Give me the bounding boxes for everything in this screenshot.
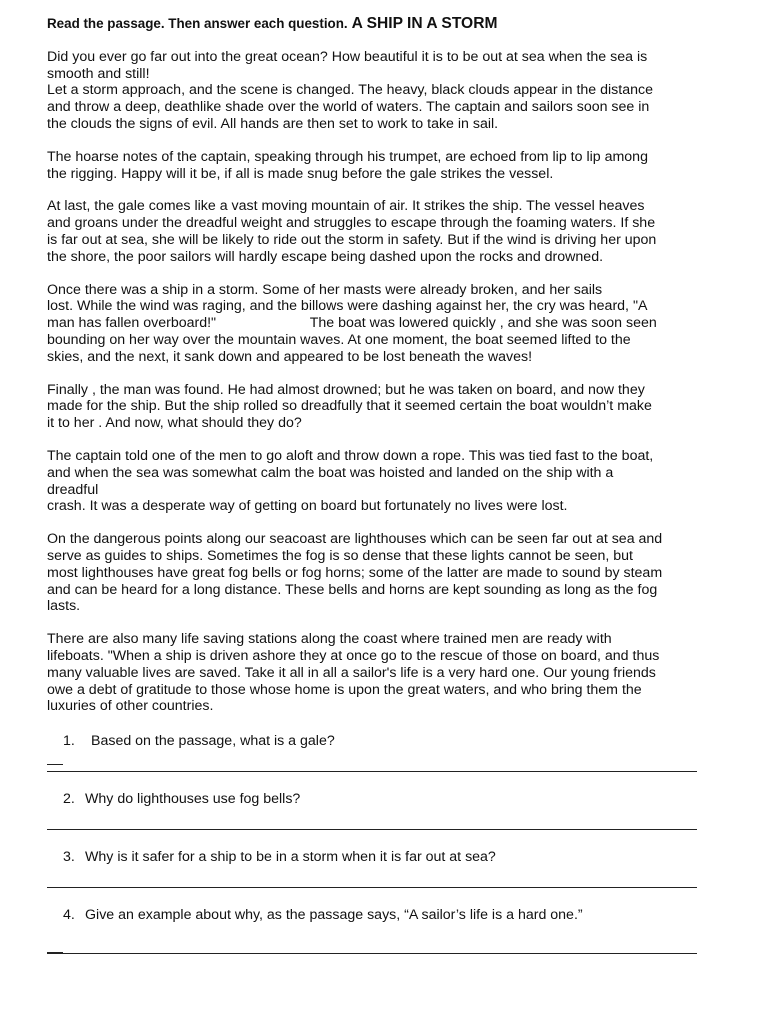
paragraph-line: Let a storm approach, and the scene is changed. The heavy, black clouds appear in the distance — [47, 82, 653, 99]
paragraph-line: serve as guides to ships. Sometimes the fog is so dense that these lights cannot be seen, but — [47, 547, 633, 564]
paragraph-3 — [47, 198, 727, 265]
answer-dash — [47, 764, 63, 765]
paragraph-line: made for the ship. But the ship rolled so dreadfully that it seemed certain the boat wouldn’t make — [47, 398, 652, 415]
paragraph-6 — [47, 448, 727, 515]
paragraph-line: and throw a deep, deathlike shade over the world of waters. The captain and sailors soon see in — [47, 99, 650, 116]
paragraph-fragment: The boat was lowered quickly , and she was soon seen — [309, 315, 657, 332]
instruction-text: Read the passage. Then answer each question. — [47, 16, 348, 31]
question-text: Why do lighthouses use fog bells? — [85, 791, 301, 808]
question-number: 4. — [63, 907, 75, 924]
question-item — [47, 791, 727, 849]
paragraph-line: the shore, the poor sailors will hardly escape being dashed upon the rocks and drowned. — [47, 248, 604, 265]
answer-line[interactable] — [47, 887, 697, 888]
question-number: 3. — [63, 849, 75, 866]
paragraph-line: Did you ever go far out into the great ocean? How beautiful it is to be out at sea when the sea is — [47, 48, 648, 65]
paragraph-line: The captain told one of the men to go aloft and throw down a rope. This was tied fast to the boat, — [47, 447, 654, 464]
paragraph-line: At last, the gale comes like a vast moving mountain of air. It strikes the ship. The vessel heaves — [47, 198, 645, 215]
paragraph-line: many valuable lives are saved. Take it all in all a sailor's life is a very hard one. Our young friends — [47, 664, 656, 681]
paragraph-5 — [47, 382, 727, 432]
question-item — [47, 907, 727, 965]
question-number: 1. — [63, 733, 75, 750]
paragraph-line: and when the sea was somewhat calm the boat was hoisted and landed on the ship with a — [47, 464, 614, 481]
paragraph-line: most lighthouses have great fog bells or fog horns; some of the latter are made to sound by steam — [47, 564, 663, 581]
question-text: Based on the passage, what is a gale? — [91, 733, 335, 750]
paragraph-2 — [47, 149, 727, 183]
paragraph-1 — [47, 49, 727, 133]
paragraph-8 — [47, 631, 727, 715]
paragraph-line: lifeboats. "When a ship is driven ashore they at once go to the rescue of those on board, and thus — [47, 647, 660, 664]
worksheet-header — [47, 16, 727, 33]
question-number: 2. — [63, 791, 75, 808]
paragraph-line: On the dangerous points along our seacoast are lighthouses which can be seen far out at sea and — [47, 531, 663, 548]
question-item — [47, 849, 727, 907]
paragraph-4 — [47, 282, 727, 366]
answer-line[interactable] — [47, 771, 697, 772]
answer-line[interactable] — [47, 829, 697, 830]
paragraph-line: and groans under the dreadful weight and struggles to escape through the foaming waters. If she — [47, 215, 656, 232]
paragraph-line: the clouds the signs of evil. All hands are then set to work to take in sail. — [47, 115, 499, 132]
paragraph-line: owe a debt of gratitude to those whose home is upon the great waters, and who bring them the — [47, 681, 642, 698]
paragraph-line: skies, and the next, it sank down and appeared to be lost beneath the waves! — [47, 348, 533, 365]
paragraph-line: lost. While the wind was raging, and the billows were dashing against her, the cry was heard, "A — [47, 298, 648, 315]
paragraph-line: crash. It was a desperate way of getting on board but fortunately no lives were lost. — [47, 498, 568, 515]
question-item — [47, 733, 727, 791]
paragraph-line: is far out at sea, she will be likely to ride out the storm in safety. But if the wind is driving her upon — [47, 231, 657, 248]
paragraph-line: it to her . And now, what should they do? — [47, 415, 302, 432]
question-list — [47, 733, 727, 965]
paragraph-line: Finally , the man was found. He had almost drowned; but he was taken on board, and now they — [47, 381, 645, 398]
paragraph-line: smooth and still! — [47, 65, 150, 82]
paragraph-line: luxuries of other countries. — [47, 698, 214, 715]
paragraph-line: There are also many life saving stations along the coast where trained men are ready with — [47, 631, 612, 648]
paragraph-line: and can be heard for a long distance. These bells and horns are kept sounding as long as the fog — [47, 581, 658, 598]
paragraph-line: dreadful — [47, 481, 99, 498]
paragraph-line: bounding on her way over the mountain waves. At one moment, the boat seemed lifted to the — [47, 331, 631, 348]
question-text: Give an example about why, as the passage says, “A sailor’s life is a hard one.” — [85, 907, 583, 924]
paragraph-line: Once there was a ship in a storm. Some of her masts were already broken, and her sails — [47, 281, 603, 298]
passage-title: A SHIP IN A STORM — [351, 15, 498, 32]
answer-line[interactable] — [47, 953, 697, 954]
paragraph-fragment: man has fallen overboard!" — [47, 315, 217, 332]
paragraph-line: lasts. — [47, 598, 81, 615]
paragraph-line — [47, 315, 727, 332]
paragraph-line: the rigging. Happy will it be, if all is made snug before the gale strikes the vessel. — [47, 165, 554, 182]
paragraph-7 — [47, 531, 727, 615]
worksheet-page — [47, 16, 727, 965]
question-text: Why is it safer for a ship to be in a storm when it is far out at sea? — [85, 849, 496, 866]
paragraph-line: The hoarse notes of the captain, speaking through his trumpet, are echoed from lip to lip among — [47, 148, 648, 165]
